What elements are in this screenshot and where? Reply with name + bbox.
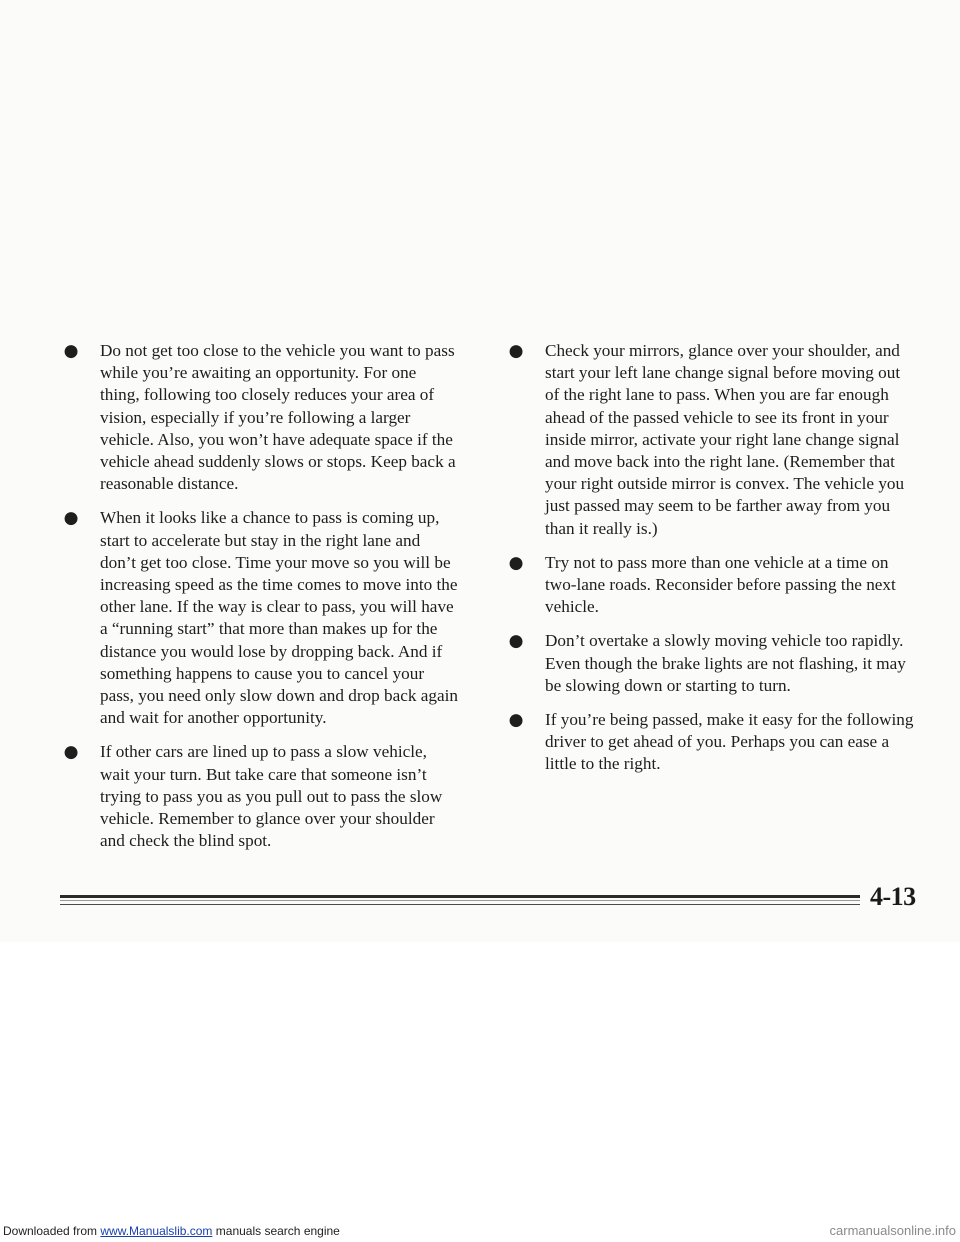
- bullet-item: [505, 709, 915, 776]
- download-suffix: manuals search engine: [212, 1224, 340, 1238]
- footer-rule: [60, 900, 860, 901]
- bullet-dot-icon: ●: [508, 710, 524, 731]
- download-notice: [3, 1224, 340, 1238]
- watermark-text: carmanualsonline.info: [829, 1223, 956, 1238]
- bullet-item: [60, 741, 460, 852]
- page-number: 4-13: [870, 882, 916, 911]
- bullet-dot-icon: ●: [63, 341, 79, 361]
- bullet-dot-icon: ●: [63, 508, 79, 529]
- footer-rule: [60, 904, 860, 905]
- bullet-text: If you’re being passed, make it easy for the following driver to get ahead of you. Perhaps you can ease a little to the right.: [545, 710, 914, 774]
- bullet-text: If other cars are lined up to pass a slow vehicle, wait your turn. But take care that someone isn’t trying to pass you as you pull out to pass the slow vehicle. Remember to glance over your shoulder and check the blind spot.: [100, 742, 443, 851]
- bullet-text: Try not to pass more than one vehicle at a time on two-lane roads. Reconsider before passing the next vehicle.: [545, 552, 896, 617]
- bullet-item: [505, 630, 915, 697]
- bullet-text: Don’t overtake a slowly moving vehicle too rapidly. Even though the brake lights are not flashing, it may be slowing down or starting to turn.: [545, 631, 906, 695]
- bullet-text: When it looks like a chance to pass is coming up, start to accelerate but stay in the right lane and don’t get too close. Time your move so you will be increasing speed as the time comes to move into the other lane. If the way is clear to pass, you will have a “running start” that more than makes up for the distance you would lose by dropping back. And if something happens to cause you to cancel your pass, you need only slow down and drop back again and wait for another opportunity.: [100, 508, 459, 728]
- bullet-item: [60, 507, 460, 729]
- bullet-dot-icon: ●: [508, 631, 524, 652]
- bullet-dot-icon: ●: [508, 552, 524, 573]
- footer-rule: [60, 895, 860, 898]
- bullet-text: Do not get too close to the vehicle you want to pass while you’re awaiting an opportunity. For one thing, following too closely reduces your area of vision, especially if you’re following a larger vehicle. Also, you won’t have adequate space if the vehicle ahead suddenly slows or stops. Keep back a reasonable distance.: [100, 341, 456, 494]
- bullet-dot-icon: ●: [63, 742, 79, 763]
- right-column: [505, 340, 915, 788]
- bullet-dot-icon: ●: [508, 341, 524, 361]
- left-column: [60, 340, 460, 864]
- bullet-item: [505, 340, 915, 540]
- download-footer: [0, 1222, 960, 1242]
- download-prefix: Downloaded from: [3, 1224, 101, 1238]
- bullet-text: Check your mirrors, glance over your shoulder, and start your left lane change signal before moving out of the right lane to pass. When you are far enough ahead of the passed vehicle to see its front in your inside mirror, activate your right lane change signal and move back into the right lane. (Remember that your right outside mirror is convex. The vehicle you just passed may seem to be farther away from you than it really is.): [545, 341, 905, 538]
- bullet-item: [505, 552, 915, 619]
- manualslib-link[interactable]: www.Manualslib.com: [100, 1224, 213, 1238]
- bullet-item: [60, 340, 460, 495]
